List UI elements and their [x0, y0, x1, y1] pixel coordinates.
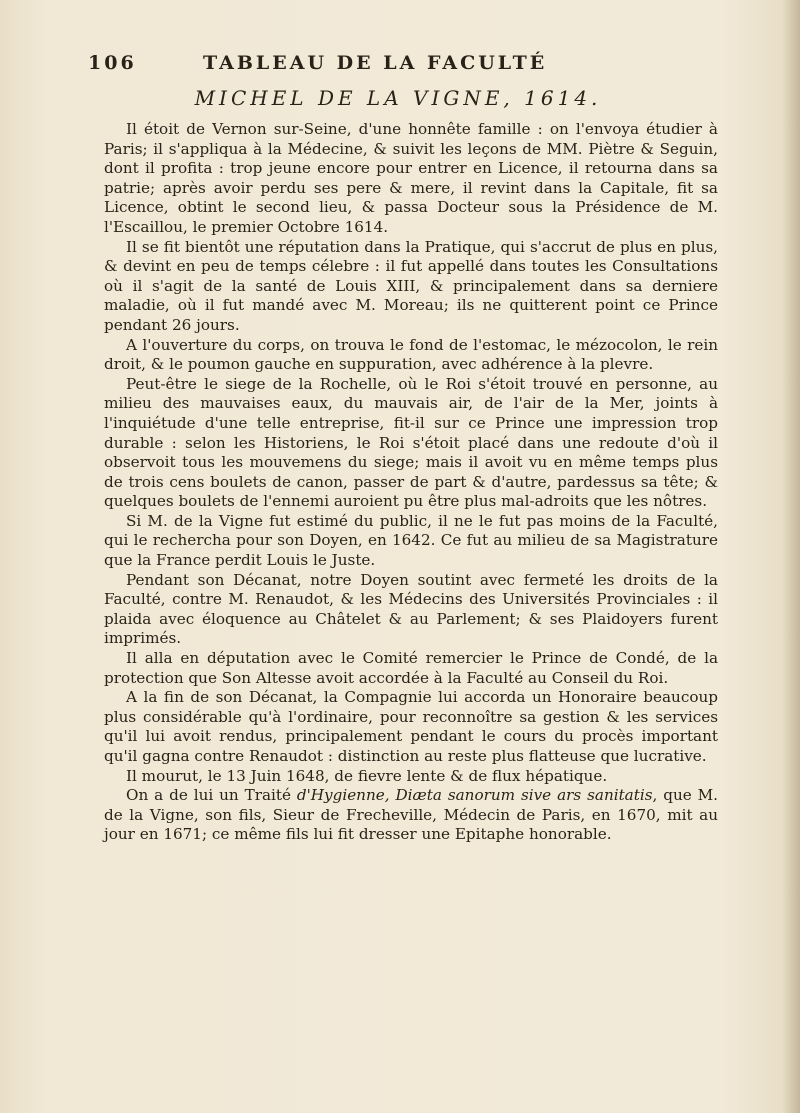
paragraph-last: [104, 786, 718, 845]
paragraph: Il étoit de Vernon sur-Seine, d'une honnête famille : on l'envoya étudier à Paris; il s'appliqua à la Médecine, & suivit les leçons de MM. Piètre & Seguin, dont il profita : trop jeune encore pour entrer en Licence, il retourna dans sa patrie; après avoir perdu ses pere & mere, il revint dans la Capitale, fit sa Licence, obtint le second lieu, & passa Docteur sous la Présidence de M. l'Escaillou, le premier Octobre 1614.: [104, 120, 718, 236]
entry-heading: MICHEL DE LA VIGNE, 1614.: [194, 86, 602, 110]
paragraph: Il alla en députation avec le Comité remercier le Prince de Condé, de la protection que Son Altesse avoit accordée à la Faculté au Conseil du Roi.: [104, 649, 718, 687]
text-span: , que M. de la Vigne, son fils, Sieur de Frecheville, Médecin de Paris, en 1670, mit au jour en 1671; ce même fils lui fit dresser une Epitaphe honorable.: [104, 786, 719, 844]
paragraph: Il se fit bientôt une réputation dans la Pratique, qui s'accrut de plus en plus, & devint en peu de temps célebre : il fut appellé dans toutes les Consultations où il s'agit de la santé de Louis XIII, & principalement dans sa derniere maladie, où il fut mandé avec M. Moreau; ils ne quitterent point ce Prince pendant 26 jours.: [104, 237, 718, 334]
paragraph: Peut-être le siege de la Rochelle, où le Roi s'étoit trouvé en personne, au milieu des mauvaises eaux, du mauvais air, de l'air de la Mer, joints à l'inquiétude d'une telle entreprise, fit-il sur ce Prince une impression trop durable : selon les Historiens, le Roi s'étoit placé dans une redoute d'où il observoit tous les mouvemens du siege; mais il avoit vu en même temps plus de trois cens boulets de canon, passer de part & d'autre, pardessus sa tête; & quelques boulets de l'ennemi auroient pu être plus mal-adroits que les nôtres.: [104, 374, 718, 511]
paragraph: Si M. de la Vigne fut estimé du public, il ne le fut pas moins de la Faculté, qui le rechercha pour son Doyen, en 1642. Ce fut au milieu de sa Magistrature que la France perdit Louis le Juste.: [104, 511, 718, 570]
text-span: On a de lui un Traité: [126, 786, 297, 805]
running-title: TABLEAU DE LA FACULTÉ: [203, 52, 548, 74]
page-number: 106: [88, 52, 137, 74]
paragraph: A la fin de son Décanat, la Compagnie lui accorda un Honoraire beaucoup plus considérable qu'à l'ordinaire, pour reconnoître sa gestion & les services qu'il lui avoit rendus, principalement pendant le cours du procès important qu'il gagna contre Renaudot : distinction au reste plus flatteuse que lucrative.: [104, 688, 718, 765]
paragraph: A l'ouverture du corps, on trouva le fond de l'estomac, le mézocolon, le rein droit, & le poumon gauche en suppuration, avec adhérence à la plevre.: [104, 335, 718, 374]
paragraph: Pendant son Décanat, notre Doyen soutint avec fermeté les droits de la Faculté, contre M. Renaudot, & les Médecins des Universités Provinciales : il plaida avec éloquence au Châtelet & au Parlement; & ses Plaidoyers furent imprimés.: [104, 570, 718, 648]
paragraph: Il mourut, le 13 Juin 1648, de fievre lente & de flux hépatique.: [126, 766, 608, 785]
article-body: [104, 120, 718, 845]
page-edge-shadow: [782, 0, 800, 1113]
book-title: d'Hygienne, Diæta sanorum sive ars sanitatis: [296, 786, 653, 805]
